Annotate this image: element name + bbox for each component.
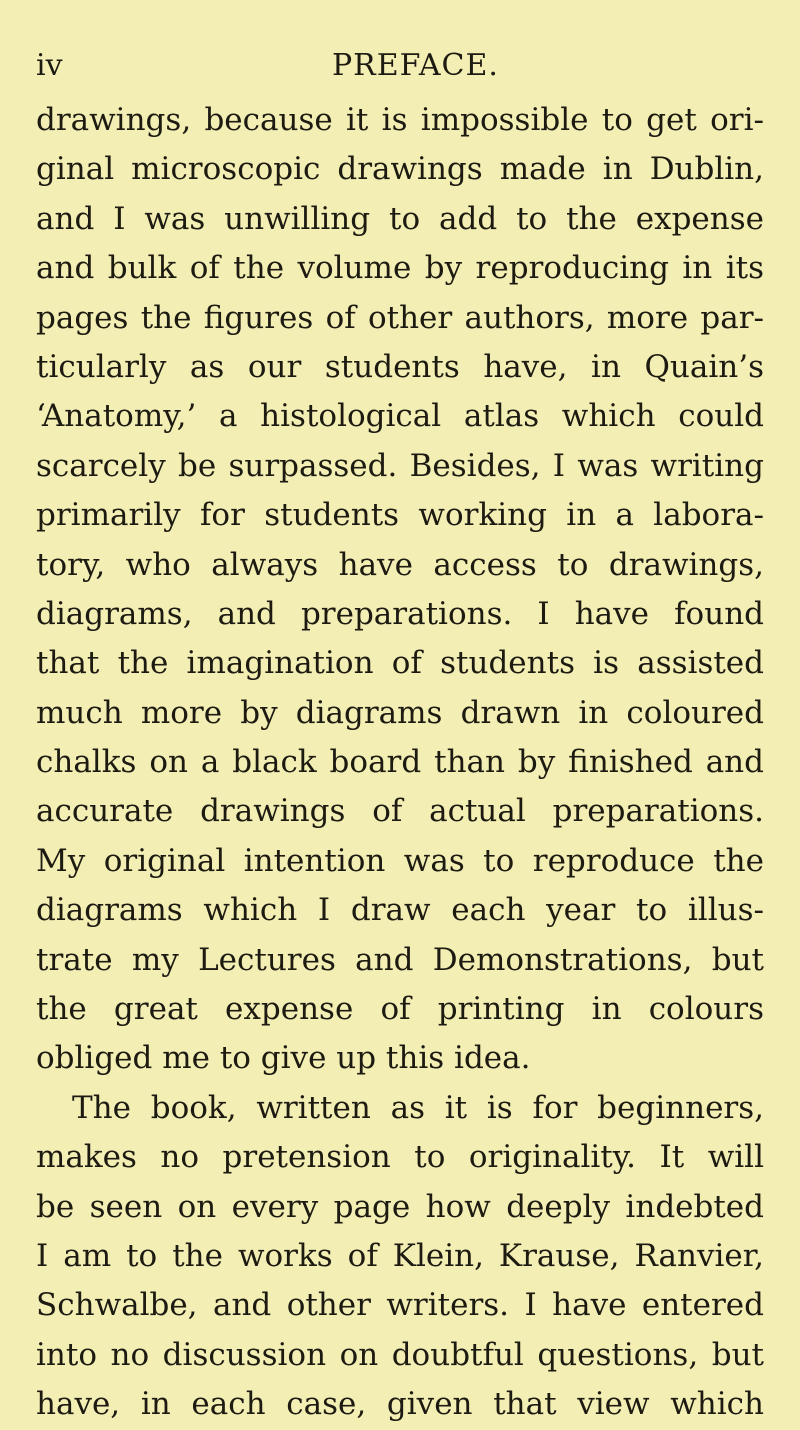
- text-line: much more by diagrams drawn in coloured: [36, 694, 764, 731]
- text-line: ‘Anatomy,’ a histological atlas which could: [36, 398, 764, 435]
- text-line: accurate drawings of actual preparations.: [36, 793, 764, 830]
- text-line: trate my Lectures and Demonstrations, but: [36, 941, 764, 978]
- text-line: scarcely be surpassed. Besides, I was writing: [36, 447, 764, 484]
- text-line: into no discussion on doubtful questions, but: [36, 1336, 764, 1373]
- text-line: the great expense of printing in colours: [36, 991, 764, 1028]
- text-line: makes no pretension to originality. It will: [36, 1139, 764, 1176]
- body-text: [36, 96, 764, 1430]
- text-line: I am to the works of Klein, Krause, Ranvier,: [36, 1237, 764, 1274]
- text-line: My original intention was to reproduce the: [36, 842, 764, 879]
- running-title: PREFACE.: [332, 48, 499, 83]
- text-line: have, in each case, given that view which: [36, 1386, 764, 1423]
- text-line: obliged me to give up this idea.: [36, 1040, 531, 1077]
- text-line: pages the figures of other authors, more par-: [36, 299, 764, 336]
- text-line: diagrams which I draw each year to illus-: [36, 892, 764, 929]
- text-line: diagrams, and preparations. I have found: [36, 595, 764, 632]
- text-line: Schwalbe, and other writers. I have entered: [36, 1287, 764, 1324]
- text-line: tory, who always have access to drawings,: [36, 546, 764, 583]
- text-line: ticularly as our students have, in Quain’s: [36, 348, 764, 385]
- text-line: that the imagination of students is assisted: [36, 645, 764, 682]
- page-number: iv: [36, 48, 63, 83]
- text-line: and I was unwilling to add to the expense: [36, 200, 764, 237]
- text-line: chalks on a black board than by finished and: [36, 744, 764, 781]
- running-head: [0, 46, 800, 86]
- text-line: The book, written as it is for beginners,: [72, 1089, 764, 1126]
- text-line: drawings, because it is impossible to get ori-: [36, 102, 764, 138]
- text-line: and bulk of the volume by reproducing in its: [36, 250, 764, 287]
- text-line: be seen on every page how deeply indebted: [36, 1188, 764, 1225]
- text-line: primarily for students working in a labora-: [36, 497, 764, 534]
- text-line: ginal microscopic drawings made in Dublin,: [36, 151, 764, 188]
